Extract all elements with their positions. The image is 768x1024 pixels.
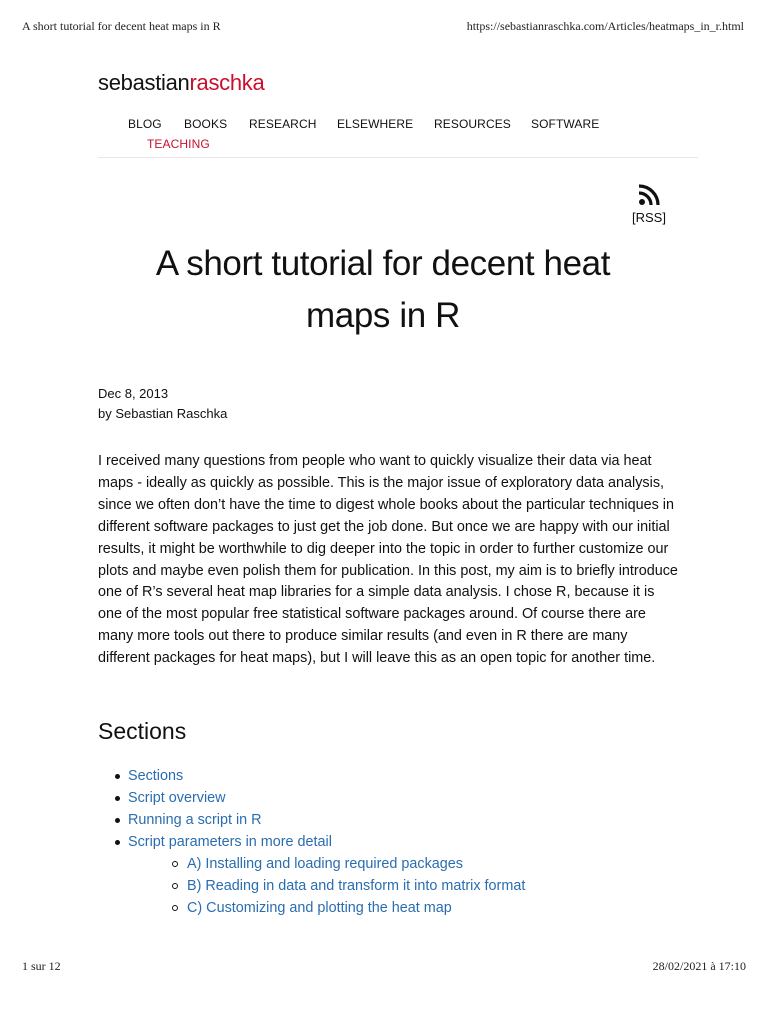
print-header-url: https://sebastianraschka.com/Articles/heatmaps_in_r.html <box>466 19 744 33</box>
toc-link-script-overview[interactable]: Script overview <box>128 790 226 806</box>
table-of-contents <box>98 765 678 916</box>
nav-item-books[interactable]: BOOKS <box>184 117 228 131</box>
print-header <box>22 19 744 35</box>
toc-subitem <box>128 853 678 875</box>
toc-link-installing-packages[interactable]: A) Installing and loading required packages <box>187 856 464 872</box>
post-author: by Sebastian Raschka <box>98 406 228 421</box>
toc-subitem <box>128 897 678 919</box>
toc-item <box>98 831 678 916</box>
site-logo-link[interactable] <box>98 70 264 96</box>
rss-icon <box>638 184 660 206</box>
toc-link-reading-data[interactable]: B) Reading in data and transform it into matrix format <box>187 878 526 894</box>
nav-item-software[interactable]: SOFTWARE <box>531 117 600 131</box>
toc-subitem <box>128 875 678 897</box>
print-footer-page: 1 sur 12 <box>22 959 61 973</box>
nav-item-elsewhere[interactable]: ELSEWHERE <box>337 117 414 131</box>
rss-link[interactable] <box>624 184 674 225</box>
nav-item-resources[interactable]: RESOURCES <box>434 117 511 131</box>
site-name-part2: raschka <box>189 70 265 95</box>
toc-link-running-script[interactable]: Running a script in R <box>128 812 262 828</box>
rss-label: [RSS] <box>632 210 666 225</box>
post-meta <box>98 384 227 424</box>
site-name-part1: sebastian <box>98 70 190 95</box>
print-footer <box>22 959 746 975</box>
nav-item-teaching[interactable]: TEACHING <box>147 137 210 151</box>
nav-item-blog[interactable]: BLOG <box>128 117 162 131</box>
nav-item-research[interactable]: RESEARCH <box>249 117 317 131</box>
toc-link-script-parameters[interactable]: Script parameters in more detail <box>128 834 332 850</box>
post-date: Dec 8, 2013 <box>98 386 169 401</box>
toc-item <box>98 809 678 831</box>
post-title <box>98 238 668 342</box>
toc-link-customizing-plot[interactable]: C) Customizing and plotting the heat map <box>187 900 452 916</box>
post-title-line1: A short tutorial for decent heat <box>155 244 611 283</box>
post-intro-paragraph: I received many questions from people who want to quickly visualize their data via heat maps - ideally as quickly as possible. This is the major issue of exploratory data analysis, since we often don’t have the time to digest whole books about the particular techniques in different software packages to just get the job done. But once we are happy with our initial results, it might be worthwhile to dig deeper into the topic in order to further customize our plots and maybe even polish them for publication. In this post, my aim is to briefly introduce one of R’s several heat map libraries for a simple data analysis. I chose R, because it is one of the most popular free statistical software packages around. Of course there are many more tools out there to produce similar results (and even in R there are many different packages for heat maps), but I will leave this as an open topic for another time. <box>98 453 678 667</box>
post-title-line2: maps in R <box>306 296 460 335</box>
print-footer-datetime: 28/02/2021 à 17:10 <box>652 959 746 973</box>
print-header-title: A short tutorial for decent heat maps in R <box>22 19 221 33</box>
toc-link-sections[interactable]: Sections <box>128 768 184 784</box>
toc-item <box>98 787 678 809</box>
sections-heading: Sections <box>98 718 187 744</box>
toc-item <box>98 765 678 787</box>
nav-divider <box>98 157 698 158</box>
main-nav <box>98 114 698 154</box>
